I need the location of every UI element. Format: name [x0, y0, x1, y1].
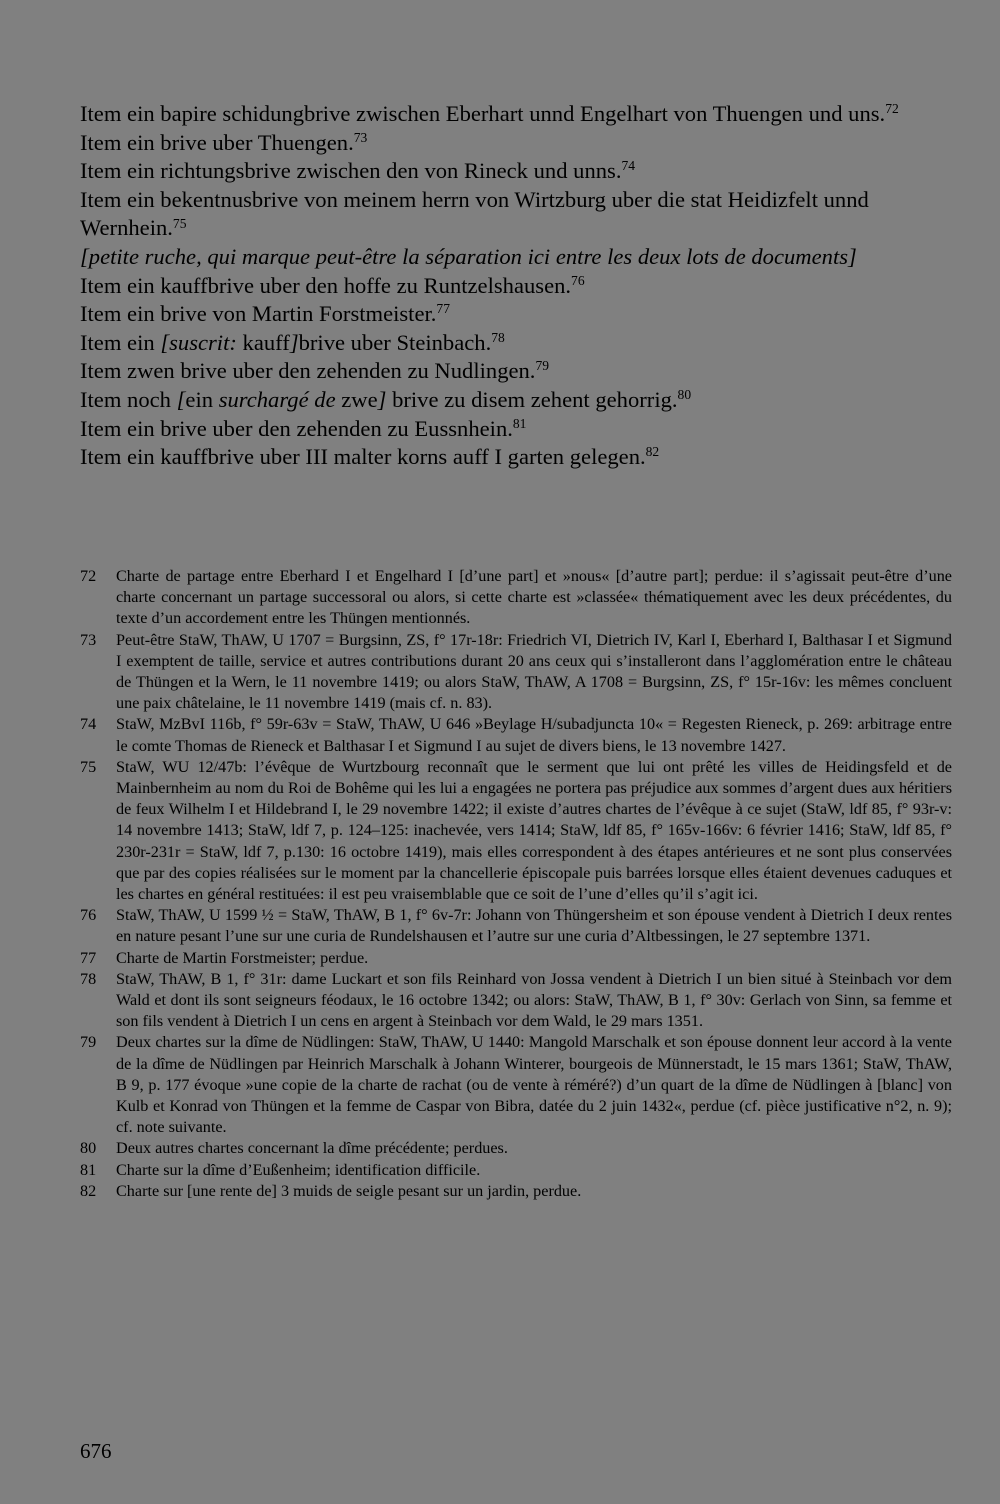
editorial-insert: ] [289, 329, 299, 355]
footnote [80, 905, 952, 947]
editorial-insert: surchargé de [218, 386, 336, 412]
footnote [80, 714, 952, 756]
footnote-ref: 81 [512, 415, 527, 431]
footnote-text: StaW, WU 12/47b: l’évêque de Wurtzbourg reconnaît que le serment que lui ont prêté les villes de Heidingsfeld et de Mainbernheim au nom du Roi de Bohême qui les lui a engagées ne portera pas préjudice aux sommes d’argent dues aux héritiers de feux Wilhelm I et Hildebrand I, le 29 novembre 1422; il existe d’autres chartes de l’évêque à ce sujet (StaW, ldf 85, f° 93r-v: 14 novembre 1413; StaW, ldf 7, p. 124–125: inachevée, vers 1414; StaW, ldf 85, f° 165v-166v: 6 février 1416; StaW, ldf 85, f° 230r-231r = StaW, ldf 7, p.130: 16 octobre 1419), mais elles correspondent à des étapes antérieures et ne sont plus conservées que par des copies réalisées sur le moment par la chancellerie épiscopale puis barrées lorsque elles étaient devenues caduques et les chartes en général restituées: il est peu vraisemblable que ce soit de l’une d’elles qu’il s’agit ici. [116, 757, 952, 904]
footnote [80, 1181, 952, 1202]
footnote-ref: 78 [491, 329, 505, 345]
entry-text: ein [185, 386, 219, 412]
footnote [80, 566, 952, 630]
footnote-text: StaW, MzBvI 116b, f° 59r-63v = StaW, ThAW, U 646 »Beylage H/subadjuncta 10« = Regesten Rieneck, p. 269: arbitrage entre le comte Thomas de Rieneck et Balthasar I et Sigmund I au sujet de divers biens, le 13 novembre 1427. [116, 715, 952, 755]
entry-text: Item ein richtungsbrive zwischen den von Rineck und unns. [80, 158, 622, 184]
footnote [80, 1032, 952, 1138]
editorial-note [80, 243, 950, 272]
footnote-text: Charte de Martin Forstmeister; perdue. [116, 948, 369, 967]
footnote [80, 1138, 952, 1159]
footnote-number: 72 [80, 567, 97, 585]
footnote-text: Deux chartes sur la dîme de Nüdlingen: StaW, ThAW, U 1440: Mangold Marschalk et son épouse donnent leur accord à la vente de la dîme de Nüdlingen par Heinrich Marschalk à Johann Winterer, bourgeois de Münnerstadt, le 15 mars 1361; StaW, ThAW, B 9, p. 177 évoque »une copie de la charte de rachat (ou de vente à réméré?) d’un quart de la dîme de Nüdlingen à [blanc] von Kulb et Konrad von Thüngen et la femme de Caspar von Bibra, datée du 2 juin 1432«, perdue (cf. pièce justificative n°2, n. 9); cf. note suivante. [116, 1033, 952, 1137]
footnote-ref: 80 [677, 387, 692, 403]
entry-line [80, 300, 950, 329]
footnote-number: 79 [80, 1033, 97, 1052]
footnote [80, 948, 952, 969]
entry-line [80, 329, 950, 358]
footnote-number: 77 [80, 948, 97, 967]
entry-line [80, 157, 950, 186]
entry-text: brive uber Steinbach. [298, 329, 492, 355]
footnote-number: 76 [80, 906, 97, 925]
entry-text: brive zu disem zehent gehorrig. [386, 386, 678, 412]
entry-line [80, 443, 950, 472]
footnote-number: 73 [80, 630, 97, 649]
footnote-ref: 76 [571, 272, 585, 288]
footnote [80, 630, 952, 715]
entry-text: Item zwen brive uber den zehenden zu Nudlingen. [80, 358, 536, 384]
footnote-text: StaW, ThAW, U 1599 ½ = StaW, ThAW, B 1, f° 6v-7r: Johann von Thüngersheim et son épouse vendent à Dietrich I deux rentes en nature pesant l’une sur une curia de Rundelshausen et l’autre sur une curia d’Altbessingen, le 27 septembre 1371. [116, 906, 952, 946]
entry-line [80, 386, 950, 415]
footnotes [80, 566, 952, 1202]
entry-line [80, 415, 950, 444]
entry-text: Item ein [80, 329, 161, 355]
entry-text: kauff [236, 329, 290, 355]
footnote-ref: 77 [436, 301, 450, 317]
main-text [80, 100, 950, 472]
footnote-text: Deux autres chartes concernant la dîme précédente; perdues. [116, 1139, 508, 1158]
page-number: 676 [80, 1439, 112, 1463]
footnote-number: 74 [80, 715, 97, 734]
entry-text: Item ein brive uber Thuengen. [80, 129, 354, 155]
footnote-text: Charte sur la dîme d’Eußenheim; identification difficile. [116, 1160, 481, 1179]
editorial-insert: ] [377, 386, 387, 412]
footnote-text: Charte sur [une rente de] 3 muids de seigle pesant sur un jardin, perdue. [116, 1181, 582, 1200]
footnote [80, 1160, 952, 1181]
footnote-ref: 79 [535, 358, 550, 374]
editorial-insert: [ [176, 386, 186, 412]
entry-line [80, 357, 950, 386]
footnote-number: 78 [80, 969, 97, 988]
editorial-insert: [suscrit: [160, 329, 237, 355]
entry-text: Item ein brive uber den zehenden zu Eussnhein. [80, 415, 513, 441]
footnote [80, 757, 952, 905]
footnote-ref: 74 [621, 158, 636, 174]
entry-text: zwe [335, 386, 378, 412]
footnote-ref: 72 [885, 101, 899, 117]
footnote-number: 80 [80, 1139, 97, 1158]
footnote-text: Charte de partage entre Eberhard I et Engelhard I [d’une part] et »nous« [d’autre part]; perdue: il s’agissait peut-être d’une charte concernant un partage successoral ou alors, si cette charte est »classée« thématiquement avec les deux précédentes, du texte d’un accordement entre les Thüngen mentionnés. [116, 567, 952, 628]
entry-text: Item ein kauffbrive uber III malter korns auff I garten gelegen. [80, 444, 646, 470]
entry-line [80, 272, 950, 301]
footnote-number: 82 [80, 1181, 97, 1200]
footnote-ref: 73 [353, 129, 368, 145]
entry-line [80, 129, 950, 158]
entry-text: Item ein kauffbrive uber den hoffe zu Runtzelshausen. [80, 272, 572, 298]
entry-text: Item ein brive von Martin Forstmeister. [80, 301, 437, 327]
footnote-text: StaW, ThAW, B 1, f° 31r: dame Luckart et son fils Reinhard von Jossa vendent à Dietrich I un bien situé à Steinbach vor dem Wald et dont ils sont seigneurs féodaux, le 16 octobre 1342; ou alors: StaW, ThAW, B 1, f° 30v: Gerlach von Sinn, sa femme et son fils vendent à Dietrich I un cens en argent à Steinbach vor dem Wald, le 29 mars 1351. [116, 969, 952, 1031]
footnote-number: 75 [80, 757, 97, 776]
entry-line [80, 100, 950, 129]
entry-line [80, 186, 950, 243]
footnote [80, 969, 952, 1033]
editorial-note-text: [petite ruche, qui marque peut-être la séparation ici entre les deux lots de documents] [80, 243, 857, 269]
entry-text: Item noch [80, 386, 177, 412]
footnote-ref: 82 [645, 444, 660, 460]
footnote-ref: 75 [172, 215, 187, 231]
entry-text: Item ein bekentnusbrive von meinem herrn von Wirtzburg uber die stat Heidizfelt unnd Wernhein. [80, 186, 869, 241]
entry-text: Item ein bapire schidungbrive zwischen Eberhart unnd Engelhart von Thuengen und uns. [80, 101, 886, 126]
footnote-number: 81 [80, 1160, 97, 1179]
footnote-text: Peut-être StaW, ThAW, U 1707 = Burgsinn, ZS, f° 17r-18r: Friedrich VI, Dietrich IV, Karl I, Eberhard I, Balthasar I et Sigmund I exemptent de taille, service et autres contributions durant 20 ans ceux qui s’installeront dans l’agglomération entre le château de Thüngen et la Wern, le 11 novembre 1419; ou alors StaW, ThAW, A 1708 = Burgsinn, ZS, f° 15r-16v: les mêmes concluent une paix châtelaine, le 11 novembre 1419 (mais cf. n. 83). [116, 630, 952, 713]
